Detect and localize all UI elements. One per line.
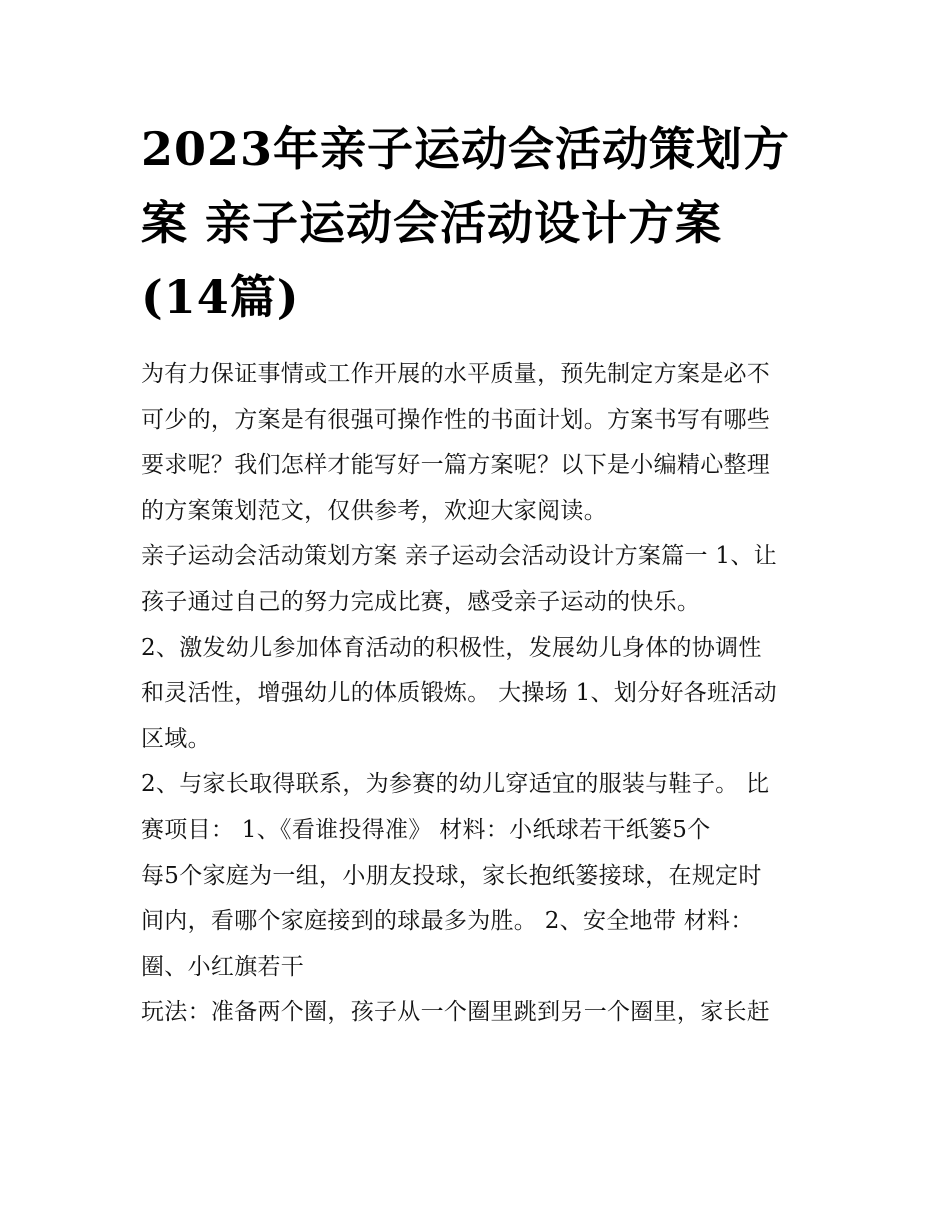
body-line: 区域。 bbox=[141, 725, 211, 752]
body-line: 2、与家长取得联系，为参赛的幼儿穿适宜的服装与鞋子。 比 bbox=[141, 771, 770, 798]
body-line: 赛项目： 1、《看谁投得准》 材料：小纸球若干纸篓5个 bbox=[141, 816, 711, 843]
body-line: 要求呢？我们怎样才能写好一篇方案呢？以下是小编精心整理 bbox=[141, 452, 771, 479]
body-line: 可少的，方案是有很强可操作性的书面计划。方案书写有哪些 bbox=[141, 406, 771, 433]
body-line: 亲子运动会活动策划方案 亲子运动会活动设计方案篇一 1、让 bbox=[141, 543, 777, 570]
document-page bbox=[141, 112, 816, 1036]
body-line: 的方案策划范文，仅供参考，欢迎大家阅读。 bbox=[141, 497, 607, 524]
body-line: 2、激发幼儿参加体育活动的积极性，发展幼儿身体的协调性 bbox=[141, 634, 762, 661]
title-line-3: (14篇) bbox=[141, 270, 300, 324]
title-line-1: 2023年亲子运动会活动策划方 bbox=[141, 122, 791, 176]
body-line: 间内，看哪个家庭接到的球最多为胜。 2、安全地带 材料： bbox=[141, 908, 754, 935]
body-line: 孩子通过自己的努力完成比赛，感受亲子运动的快乐。 bbox=[141, 588, 701, 615]
title-line-2: 案 亲子运动会活动设计方案 bbox=[141, 196, 723, 250]
body-line: 圈、小红旗若干 bbox=[141, 953, 305, 980]
document-body bbox=[141, 352, 816, 1036]
body-line: 每5个家庭为一组，小朋友投球，家长抱纸篓接球，在规定时 bbox=[141, 862, 762, 889]
body-line: 和灵活性，增强幼儿的体质锻炼。 大操场 1、划分好各班活动 bbox=[141, 680, 777, 707]
body-line: 为有力保证事情或工作开展的水平质量，预先制定方案是必不 bbox=[141, 361, 771, 387]
document-title bbox=[141, 112, 816, 334]
body-line: 玩法：准备两个圈，孩子从一个圈里跳到另一个圈里，家长赶 bbox=[141, 999, 771, 1026]
